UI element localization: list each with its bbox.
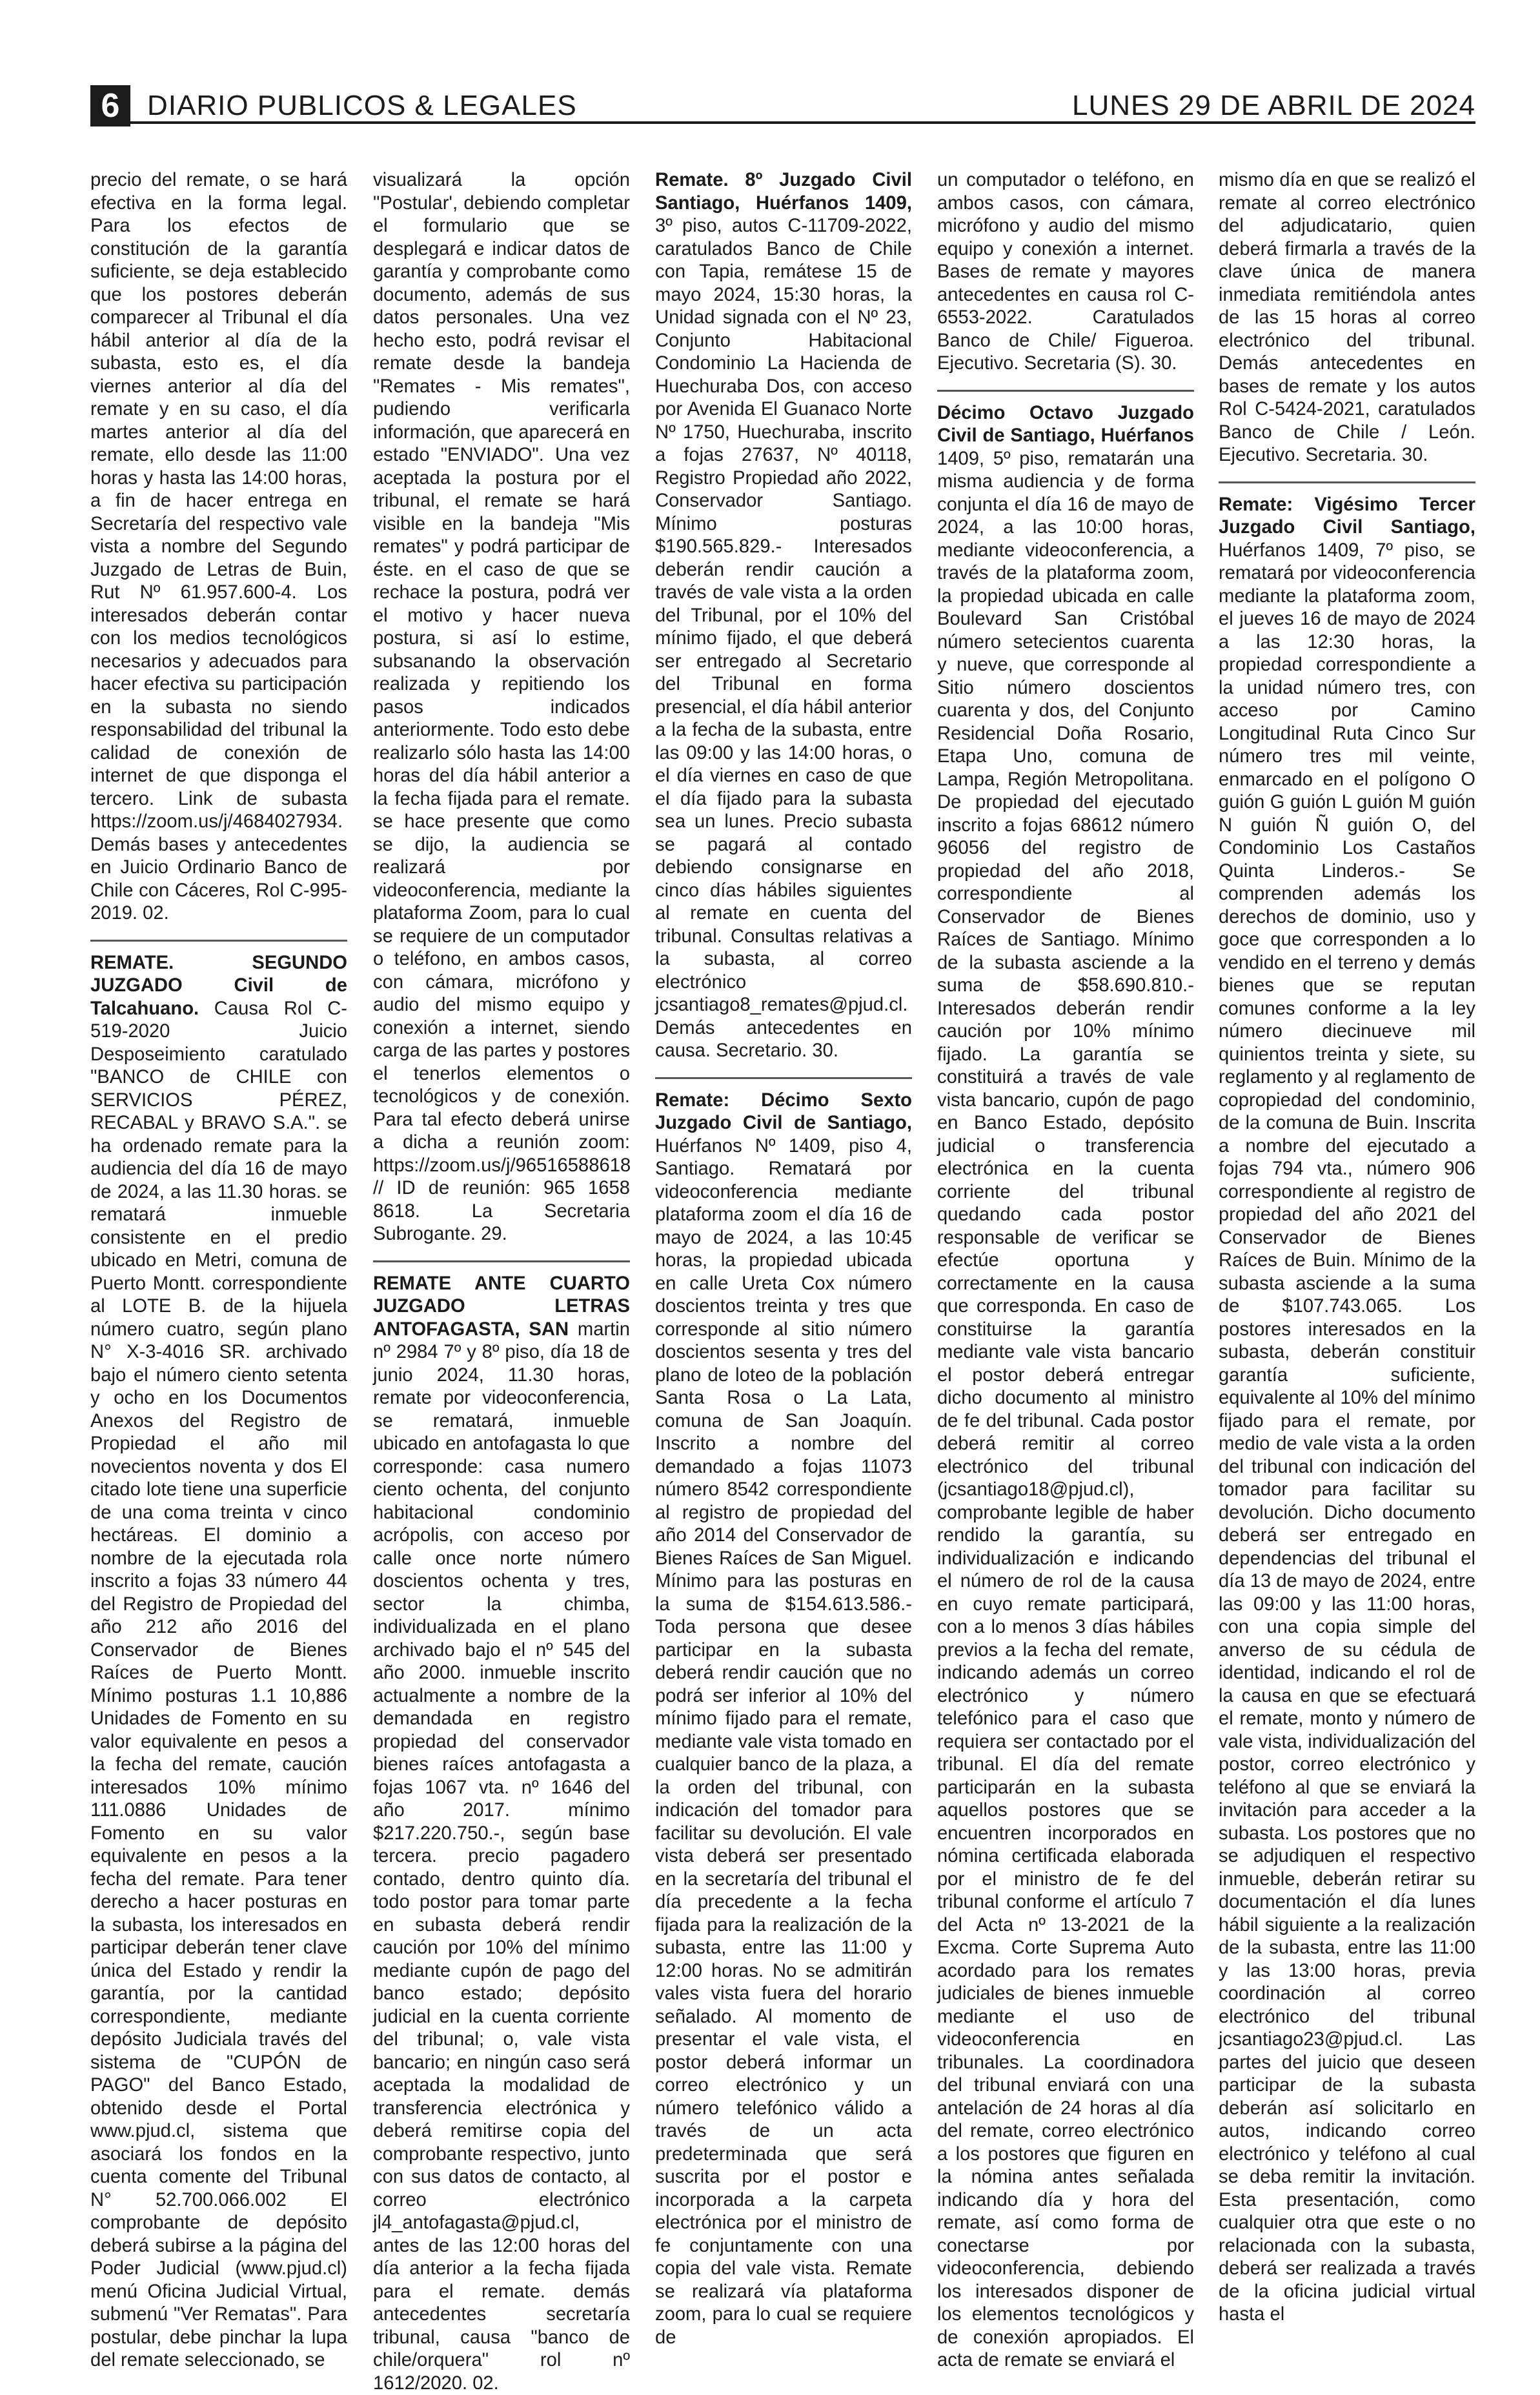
notice-divider [90,940,347,942]
notice-text: REMATE ANTE CUARTO JUZGADO LETRAS ANTOFAGASTA, SAN martin nº 2984 7º y 8º piso, día 18 de junio 2024, 11.30 horas, remate por videoconferencia, se rematará, inmueble ubicado en antofagasta lo que corresponde: casa numero ciento ochenta, del conjunto habitacional condominio acrópolis, con acceso por calle once norte número doscientos ochenta y tres, sector la chimba, individualizada en el plano archivado bajo el nº 545 del año 2000. inmueble inscrito actualmente a nombre de la demandada en registro propiedad del conservador bienes raíces antofagasta a fojas 1067 vta. nº 1646 del año 2017. mínimo $217.220.750.-, según base tercera. precio pagadero contado, dentro quinto día. todo postor para tomar parte en subasta deberá rendir caución por 10% del mínimo mediante cupón de pago del banco estado; depósito judicial en la cuenta corriente del tribunal; o, vale vista bancario; en ningún caso será aceptada la modalidad de transferencia electrónica y deberá remitirse copia del comprobante respectivo, junto con sus datos de contacto, al correo electrónico jl4_antofagasta@pjud.cl, antes de las 12:00 horas del día anterior a la fecha fijada para el remate. demás antecedentes secretaría tribunal, causa "banco de chile/orquera" rol nº 1612/2020. 02. [373,1273,630,2395]
notice-heading: Décimo Octavo Juzgado Civil de Santiago, Huérfanos [937,403,1194,447]
notice-divider [373,1260,630,1262]
notice-divider [655,1077,912,1079]
notice-heading: REMATE. SEGUNDO JUZGADO Civil de Talcahuano. [90,953,347,1019]
notice-text: un computador o teléfono, en ambos casos, con cámara, micrófono y audio del mismo equipo y conexión a internet. Bases de remate y mayores antecedentes en causa rol C-6553-2022. Caratulados Banco de Chile/ Figueroa. Ejecutivo. Secretaria (S). 30. [937,169,1194,376]
issue-date: LUNES 29 DE ABRIL DE 2024 [1072,89,1475,123]
page-header [90,85,1475,124]
column-2 [373,169,630,2228]
column-3 [655,169,912,2228]
notice-text: Remate: Vigésimo Tercer Juzgado Civil Santiago, Huérfanos 1409, 7º piso, se rematará por videoconferencia mediante la plataforma zoom, el jueves 16 de mayo de 2024 a las 12:30 horas, la propiedad correspondiente a la unidad número tres, con acceso por Camino Longitudinal Ruta Cinco Sur número tres mil veinte, enmarcado en el polígono O guión G guión L guión M guión N guión Ñ guión O, del Condominio Los Castaños Quinta Linderos.- Se comprenden además los derechos de dominio, uso y goce que corresponden a lo vendido en el terreno y demás bienes que se reputan comunes conforme a la ley número diecinueve mil quinientos treinta y siete, su reglamento y al reglamento de copropiedad del condominio, de la comuna de Buin. Inscrita a nombre del ejecutado a fojas 794 vta., número 906 correspondiente al registro de propiedad del año 2021 del Conservador de Bienes Raíces de Buin. Mínimo de la subasta asciende a la suma de $107.743.065. Los postores interesados en la subasta, deberán constituir garantía suficiente, equivalente al 10% del mínimo fijado para el remate, por medio de vale vista a la orden del tribunal con indicación del tomador para facilitar su devolución. Dicho documento deberá ser entregado en dependencias del tribunal el día 13 de mayo de 2024, entre las 09:00 y las 11:00 horas, con una copia simple del anverso de su cédula de identidad, indicando el rol de la causa en que se efectuará el remate, monto y número de vale vista, individualización del postor, correo electrónico y teléfono al que se enviará la invitación para acceder a la subasta. Los postores que no se adjudiquen el respectivo inmueble, deberán retirar su documentación el día lunes hábil siguiente a la realización de la subasta, entre las 11:00 y las 13:00 horas, previa coordinación al correo electrónico del tribunal jcsantiago23@pjud.cl. Las partes del juicio que deseen participar de la subasta deberán así solicitarlo en autos, indicando correo electrónico y teléfono al cual se deba remitir la invitación. Esta presentación, como cualquier otra que este o no relacionada con la subasta, deberá ser realizada a través de la oficina judicial virtual hasta el [1219,494,1475,2327]
column-5 [1219,169,1475,2228]
notice-divider [937,390,1194,392]
notice-text: visualizará la opción "Postular', debiendo completar el formulario que se desplegará e indicar datos de garantía y comprobante como documento, además de sus datos personales. Una vez hecho esto, podrá revisar el remate desde la bandeja "Remates - Mis remates", pudiendo verificarla información, que aparecerá en estado "ENVIADO". Una vez aceptada la postura por el tribunal, el remate se hará visible en la bandeja "Mis remates" y podrá participar de éste. en el caso de que se rechace la postura, podrá ver el motivo y hacer nueva postura, si así lo estime, subsanando la observación realizada y repitiendo los pasos indicados anteriormente. Todo esto debe realizarlo sólo hasta las 14:00 horas del día hábil anterior a la fecha fijada para el remate. se hace presente que como se dijo, la audiencia se realizará por videoconferencia, mediante la plataforma Zoom, para lo cual se requiere de un computador o teléfono, en ambos casos, con cámara, micrófono y audio del mismo equipo y conexión a internet, siendo carga de las partes y postores el tenerlos elementos o tecnológicos y de conexión. Para tal efecto deberá unirse a dicha a reunión zoom: https://zoom.us/j/96516588618 // ID de reunión: 965 1658 8618. La Secretaria Subrogante. 29. [373,169,630,1246]
notice-heading: Remate: Décimo Sexto Juzgado Civil de Santiago, [655,1090,912,1134]
notice-divider [1219,481,1475,483]
notice-text: Remate: Décimo Sexto Juzgado Civil de Santiago, Huérfanos Nº 1409, piso 4, Santiago. Rematará por videoconferencia mediante plataforma zoom el día 16 de mayo de 2024, a las 10:45 horas, la propiedad ubicada en calle Ureta Cox número doscientos treinta y tres que corresponde al sitio número doscientos sesenta y tres del plano de loteo de la población Santa Rosa o La Lata, comuna de San Joaquín. Inscrito a nombre del demandado a fojas 11073 número 8542 correspondiente al registro de propiedad del año 2014 del Conservador de Bienes Raíces de San Miguel. Mínimo para las posturas en la suma de $154.613.586.- Toda persona que desee participar en la subasta deberá rendir caución que no podrá ser inferior al 10% del mínimo fijado para el remate, mediante vale vista tomado en cualquier banco de la plaza, a la orden del tribunal, con indicación del tomador para facilitar su devolución. El vale vista deberá ser presentado en la secretaría del tribunal el día precedente a la fecha fijada para la realización de la subasta, entre las 11:00 y 12:00 horas. No se admitirán vales vista fuera del horario señalado. Al momento de presentar el vale vista, el postor deberá informar un correo electrónico y un número telefónico válido a través de un acta predeterminada que será suscrita por el postor e incorporada a la carpeta electrónica por el ministro de fe conjuntamente con una copia del vale vista. Remate se realizará vía plataforma zoom, para lo cual se requiere de [655,1089,912,2350]
notice-text: Décimo Octavo Juzgado Civil de Santiago, Huérfanos 1409, 5º piso, rematarán una misma audiencia y de forma conjunta el día 16 de mayo de 2024, a las 10:00 horas, mediante videoconferencia, a través de la plataforma zoom, la propiedad ubicada en calle Boulevard San Cristóbal número setecientos cuarenta y nueve, que corresponde al Sitio número doscientos cuarenta y dos, del Conjunto Residencial Doña Rosario, Etapa Uno, comuna de Lampa, Región Metropolitana. De propiedad del ejecutado inscrito a fojas 68612 número 96056 del registro de propiedad del año 2018, correspondiente al Conservador de Bienes Raíces de Santiago. Mínimo de la subasta asciende a la suma de $58.690.810.- Interesados deberán rendir caución por 10% mínimo fijado. La garantía se constituirá a través de vale vista bancario, cupón de pago en Banco Estado, depósito judicial o transferencia electrónica en la cuenta corriente del tribunal quedando cada postor responsable de verificar se efectúe oportuna y correctamente en la causa que corresponda. En caso de constituirse la garantía mediante vale vista bancario el postor deberá entregar dicho documento al ministro de fe del tribunal. Cada postor deberá remitir al correo electrónico del tribunal (jcsantiago18@pjud.cl), comprobante legible de haber rendido la garantía, su individualización e indicando el número de rol de la causa en cuyo remate participará, con a lo menos 3 días hábiles previos a la fecha del remate, indicando además un correo electrónico y número telefónico para el caso que requiera ser contactado por el tribunal. El día del remate participarán en la subasta aquellos postores que se encuentren incorporados en nómina certificada elaborada por el ministro de fe del tribunal conforme el artículo 7 del Acta nº 13-2021 de la Excma. Corte Suprema Auto acordado para los remates judiciales de bienes inmueble mediante el uso de videoconferencia en tribunales. La coordinadora del tribunal enviará con una antelación de 24 horas al día del remate, correo electrónico a los postores que figuren en la nómina antes señalada indicando día y hora del remate, así como forma de conectarse por videoconferencia, debiendo los interesados disponer de los elementos tecnológicos y de conexión apropiados. El acta de remate se enviará el [937,402,1194,2372]
notice-heading: Remate: Vigésimo Tercer Juzgado Civil Santiago, [1219,494,1475,538]
column-1 [90,169,347,2228]
notice-text: precio del remate, o se hará efectiva en la forma legal. Para los efectos de constitución de la garantía suficiente, se deja establecido que los postores deberán comparecer al Tribunal el día hábil anterior al día de la subasta, esto es, el día viernes anterior al día del remate y en su caso, el día martes anterior al día del remate, ello desde las 11:00 horas y hasta las 14:00 horas, a fin de hacer entrega en Secretaría del respectivo vale vista a nombre del Segundo Juzgado de Letras de Buin, Rut Nº 61.957.600-4. Los interesados deberán contar con los medios tecnológicos necesarios y adecuados para hacer efectiva su participación en la subasta no siendo responsabilidad del tribunal la calidad de conexión de internet de que disponga el tercero. Link de subasta https://zoom.us/j/4684027934. Demás bases y antecedentes en Juicio Ordinario Banco de Chile con Cáceres, Rol C-995-2019. 02. [90,169,347,925]
notice-heading: REMATE ANTE CUARTO JUZGADO LETRAS ANTOFAGASTA, SAN [373,1273,630,1340]
notice-text: REMATE. SEGUNDO JUZGADO Civil de Talcahuano. Causa Rol C-519-2020 Juicio Desposeimiento caratulado "BANCO de CHILE con SERVICIOS PÉREZ, RECABAL y BRAVO S.A.". se ha ordenado remate para la audiencia del día 16 de mayo de 2024, a las 11.30 horas. se rematará inmueble consistente en el predio ubicado en Metri, comuna de Puerto Montt. correspondiente al LOTE B. de la hijuela número cuatro, según plano N° X-3-4016 SR. archivado bajo el número ciento setenta y ocho en los Documentos Anexos del Registro de Propiedad el año mil novecientos noventa y dos El citado lote tiene una superficie de una coma treinta v cinco hectáreas. El dominio a nombre de la ejecutada rola inscrito a fojas 33 número 44 del Registro de Propiedad del año 212 año 2016 del Conservador de Bienes Raíces de Puerto Montt. Mínimo posturas 1.1 10,886 Unidades de Fomento en su valor equivalente en pesos a la fecha del remate, caución interesados 10% mínimo 111.0886 Unidades de Fomento en su valor equivalente en pesos a la fecha del remate. Para tener derecho a hacer posturas en la subasta, los interesados en participar deberán tener clave única del Estado y rendir la garantía, por la cantidad correspondiente, mediante depósito Judiciala través del sistema de "CUPÓN de PAGO" del Banco Estado, obtenido desde el Portal www.pjud.cl, sistema que asociará los fondos en la cuenta comente del Tribunal N° 52.700.066.002 El comprobante de depósito deberá subirse a la página del Poder Judicial (www.pjud.cl) menú Oficina Judicial Virtual, submenú "Ver Rematas". Para postular, debe pinchar la lupa del remate seleccionado, se [90,952,347,2372]
page-number: 6 [90,85,130,126]
notice-heading: Remate. 8º Juzgado Civil Santiago, Huérfanos 1409, [655,170,912,214]
notice-text: mismo día en que se realizó el remate al correo electrónico del adjudicatario, quien deberá firmarla a través de la clave única de manera inmediata remitiéndola antes de las 15 horas al correo electrónico del tribunal. Demás antecedentes en bases de remate y los autos Rol C-5424-2021, caratulados Banco de Chile / León. Ejecutivo. Secretaria. 30. [1219,169,1475,467]
column-4 [937,169,1194,2228]
notice-text: Remate. 8º Juzgado Civil Santiago, Huérfanos 1409, 3º piso, autos C-11709-2022, caratulados Banco de Chile con Tapia, remátese 15 de mayo 2024, 15:30 horas, la Unidad signada con el Nº 23, Conjunto Habitacional Condominio La Hacienda de Huechuraba Dos, con acceso por Avenida El Guanaco Norte Nº 1750, Huechuraba, inscrito a fojas 27637, Nº 40118, Registro Propiedad año 2022, Conservador Santiago. Mínimo posturas $190.565.829.- Interesados deberán rendir caución a través de vale vista a la orden del Tribunal, por el 10% del mínimo fijado, el que deberá ser entregado al Secretario del Tribunal en forma presencial, el día hábil anterior a la fecha de la subasta, entre las 09:00 y las 14:00 horas, o el día viernes en caso de que el día fijado para la subasta sea un lunes. Precio subasta se pagará al contado debiendo consignarse en cinco días hábiles siguientes al remate en cuenta del tribunal. Consultas relativas a la subasta, al correo electrónico jcsantiago8_remates@pjud.cl. Demás antecedentes en causa. Secretario. 30. [655,169,912,1063]
publication-title: DIARIO PUBLICOS & LEGALES [147,89,577,123]
